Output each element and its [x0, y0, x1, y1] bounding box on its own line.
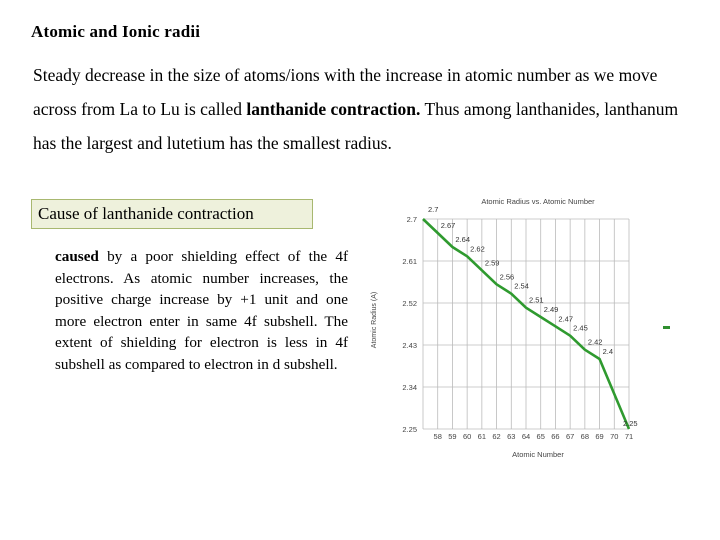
x-tick-label: 63: [507, 432, 516, 441]
atomic-radius-chart: [366, 192, 646, 464]
intro-paragraph: [33, 58, 683, 160]
data-label: 2.4: [602, 347, 614, 356]
x-axis-label: Atomic Number: [512, 450, 564, 459]
data-label: 2.67: [440, 221, 456, 230]
data-label: 2.54: [514, 281, 529, 291]
cause-bold-word: caused: [55, 248, 99, 265]
cause-title-box: Cause of lanthanide contraction: [31, 199, 313, 229]
y-axis-label: Atomic Radius (A): [371, 291, 378, 349]
y-tick-label: 2.61: [402, 257, 417, 266]
page-heading: Atomic and Ionic radii: [31, 22, 201, 41]
x-tick-label: 71: [624, 432, 634, 441]
intro-text-start: Steady decrease in the size of atoms/ions with the increase in atomic number as we move across from La to Lu is called: [33, 65, 658, 119]
x-tick-label: 61: [477, 432, 487, 441]
cause-text: by a poor shielding effect of the 4f electrons. As atomic number increases, the positive charge increase by +1 unit and one more electron enter in same 4f subshell. The extent of shielding for electron is less in 4f subshell as compared to electron in d subshell.: [55, 248, 348, 373]
data-label: 2.56: [499, 272, 515, 282]
x-tick-label: 65: [536, 432, 545, 441]
data-label: 2.7: [428, 205, 439, 214]
decorative-dash: [663, 326, 670, 329]
cause-paragraph: [55, 246, 348, 375]
x-tick-label: 62: [492, 432, 501, 441]
y-tick-label: 2.34: [402, 383, 417, 392]
x-tick-label: 70: [610, 432, 619, 441]
x-tick-label: 67: [565, 432, 575, 441]
data-label: 2.47: [558, 314, 574, 324]
x-tick-label: 68: [580, 432, 590, 441]
chart-title: Atomic Radius vs. Atomic Number: [481, 197, 595, 206]
x-tick-label: 66: [551, 432, 560, 441]
y-tick-label: 2.52: [402, 299, 417, 308]
data-label: 2.45: [573, 323, 588, 333]
data-label: 2.64: [455, 235, 471, 244]
data-label: 2.59: [484, 258, 500, 268]
x-tick-label: 58: [433, 432, 442, 441]
intro-bold-term: lanthanide contraction.: [246, 99, 421, 119]
y-tick-label: 2.25: [402, 425, 417, 434]
intro-text-end: Thus among lanthanides, lanthanum has the largest and lutetium has the smallest radius.: [33, 99, 679, 153]
data-label: 2.62: [470, 244, 485, 254]
x-tick-label: 59: [448, 432, 457, 441]
data-label: 2.25: [623, 419, 638, 428]
y-tick-label: 2.43: [402, 341, 417, 350]
x-tick-label: 69: [595, 432, 604, 441]
x-tick-label: 64: [521, 432, 531, 441]
y-tick-label: 2.7: [406, 215, 417, 224]
data-label: 2.51: [529, 295, 544, 305]
data-label: 2.42: [587, 337, 603, 347]
data-label: 2.49: [543, 305, 559, 314]
x-tick-label: 60: [462, 432, 472, 441]
